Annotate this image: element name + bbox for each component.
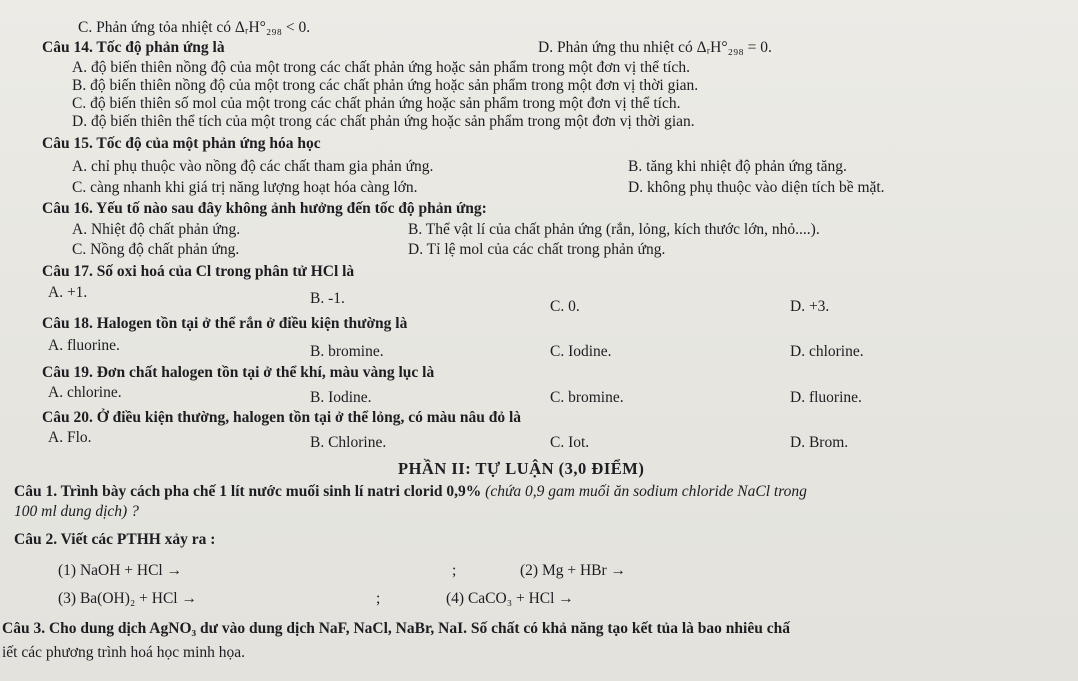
reaction-separator-2: ; [376, 590, 381, 607]
q16-option-a: A. Nhiệt độ chất phản ứng. [72, 221, 241, 238]
q14-option-c: C. độ biến thiên số mol của một trong các chất phản ứng hoặc sản phẩm trong một đơn vị thể tích. [72, 95, 681, 112]
q20-stem: Câu 20. Ở điều kiện thường, halogen tồn tại ở thể lỏng, có màu nâu đỏ là [42, 409, 522, 426]
q16-option-b: B. Thể vật lí của chất phản ứng (rắn, lỏng, kích thước lớn, nhỏ....). [408, 221, 820, 238]
q19-stem: Câu 19. Đơn chất halogen tồn tại ở thể khí, màu vàng lục là [42, 364, 435, 381]
q15-stem: Câu 15. Tốc độ của một phản ứng hóa học [42, 135, 321, 152]
q15-option-a: A. chỉ phụ thuộc vào nồng độ các chất tham gia phản ứng. [72, 158, 434, 175]
reaction-3: (3) Ba(OH)₂ + HCl → [58, 590, 197, 607]
q18-option-d: D. chlorine. [790, 343, 864, 360]
q13-option-c: C. Phản ứng tỏa nhiệt có ΔᵣH°₂₉₈ < 0. [78, 19, 311, 36]
q18-option-b: B. bromine. [310, 343, 384, 360]
essay-1-line-2: 100 ml dung dịch) ? [14, 503, 139, 520]
essay-1-text: Câu 1. Trình bày cách pha chế 1 lít nước muối sinh lí natri clorid 0,9% [14, 483, 482, 500]
q14-option-b: B. độ biến thiên nồng độ của một trong các chất phản ứng hoặc sản phẩm trong một đơn vị thời gian. [72, 77, 699, 94]
q19-option-d: D. fluorine. [790, 389, 862, 406]
q16-option-c: C. Nồng độ chất phản ứng. [72, 241, 240, 258]
q13-option-d: D. Phản ứng thu nhiệt có ΔᵣH°₂₉₈ = 0. [538, 39, 772, 56]
q14-option-a: A. độ biến thiên nồng độ của một trong các chất phản ứng hoặc sản phẩm trong một đơn vị thể tích. [72, 59, 690, 76]
q17-stem: Câu 17. Số oxi hoá của Cl trong phân tử HCl là [42, 263, 355, 280]
reaction-4: (4) CaCO₃ + HCl → [446, 590, 574, 607]
essay-2-stem: Câu 2. Viết các PTHH xảy ra : [14, 531, 216, 548]
essay-1-line-1 [14, 484, 807, 500]
q14-option-d: D. độ biến thiên thể tích của một trong các chất phản ứng hoặc sản phẩm trong một đơn vị thời gian. [72, 113, 695, 130]
q20-option-a: A. Flo. [48, 429, 92, 446]
essay-3-text: Câu 3. Cho dung dịch AgNO₃ dư vào dung dịch NaF, NaCl, NaBr, NaI. Số chất có khả năng tạo kết tủa là bao nhiêu chấ [2, 620, 790, 637]
reaction-2: (2) Mg + HBr → [520, 562, 627, 579]
q17-option-b: B. -1. [310, 290, 345, 307]
q20-option-b: B. Chlorine. [310, 434, 387, 451]
reaction-1: (1) NaOH + HCl → [58, 562, 183, 579]
q18-stem: Câu 18. Halogen tồn tại ở thể rắn ở điều kiện thường là [42, 315, 408, 332]
q15-option-d: D. không phụ thuộc vào diện tích bề mặt. [628, 179, 885, 196]
essay-3-continuation: iết các phương trình hoá học minh họa. [2, 644, 246, 661]
q19-option-c: C. bromine. [550, 389, 624, 406]
q19-option-a: A. chlorine. [48, 384, 122, 401]
q18-option-a: A. fluorine. [48, 337, 120, 354]
essay-1-note: (chứa 0,9 gam muối ăn sodium chloride NaCl trong [485, 483, 807, 500]
reaction-separator-1: ; [452, 562, 457, 579]
q17-option-c: C. 0. [550, 298, 580, 315]
q16-option-d: D. Tỉ lệ mol của các chất trong phản ứng. [408, 241, 666, 258]
q15-option-c: C. càng nhanh khi giá trị năng lượng hoạt hóa càng lớn. [72, 179, 418, 196]
q14-stem: Câu 14. Tốc độ phản ứng là [42, 39, 225, 56]
q19-option-b: B. Iodine. [310, 389, 372, 406]
q20-option-d: D. Brom. [790, 434, 849, 451]
q15-option-b: B. tăng khi nhiệt độ phản ứng tăng. [628, 158, 847, 175]
q18-option-c: C. Iodine. [550, 343, 612, 360]
q17-option-a: A. +1. [48, 284, 88, 301]
q17-option-d: D. +3. [790, 298, 830, 315]
q20-option-c: C. Iot. [550, 434, 590, 451]
part-two-heading: PHẦN II: TỰ LUẬN (3,0 ĐIỂM) [398, 459, 645, 478]
q16-stem: Câu 16. Yếu tố nào sau đây không ảnh hưởng đến tốc độ phản ứng: [42, 200, 487, 217]
